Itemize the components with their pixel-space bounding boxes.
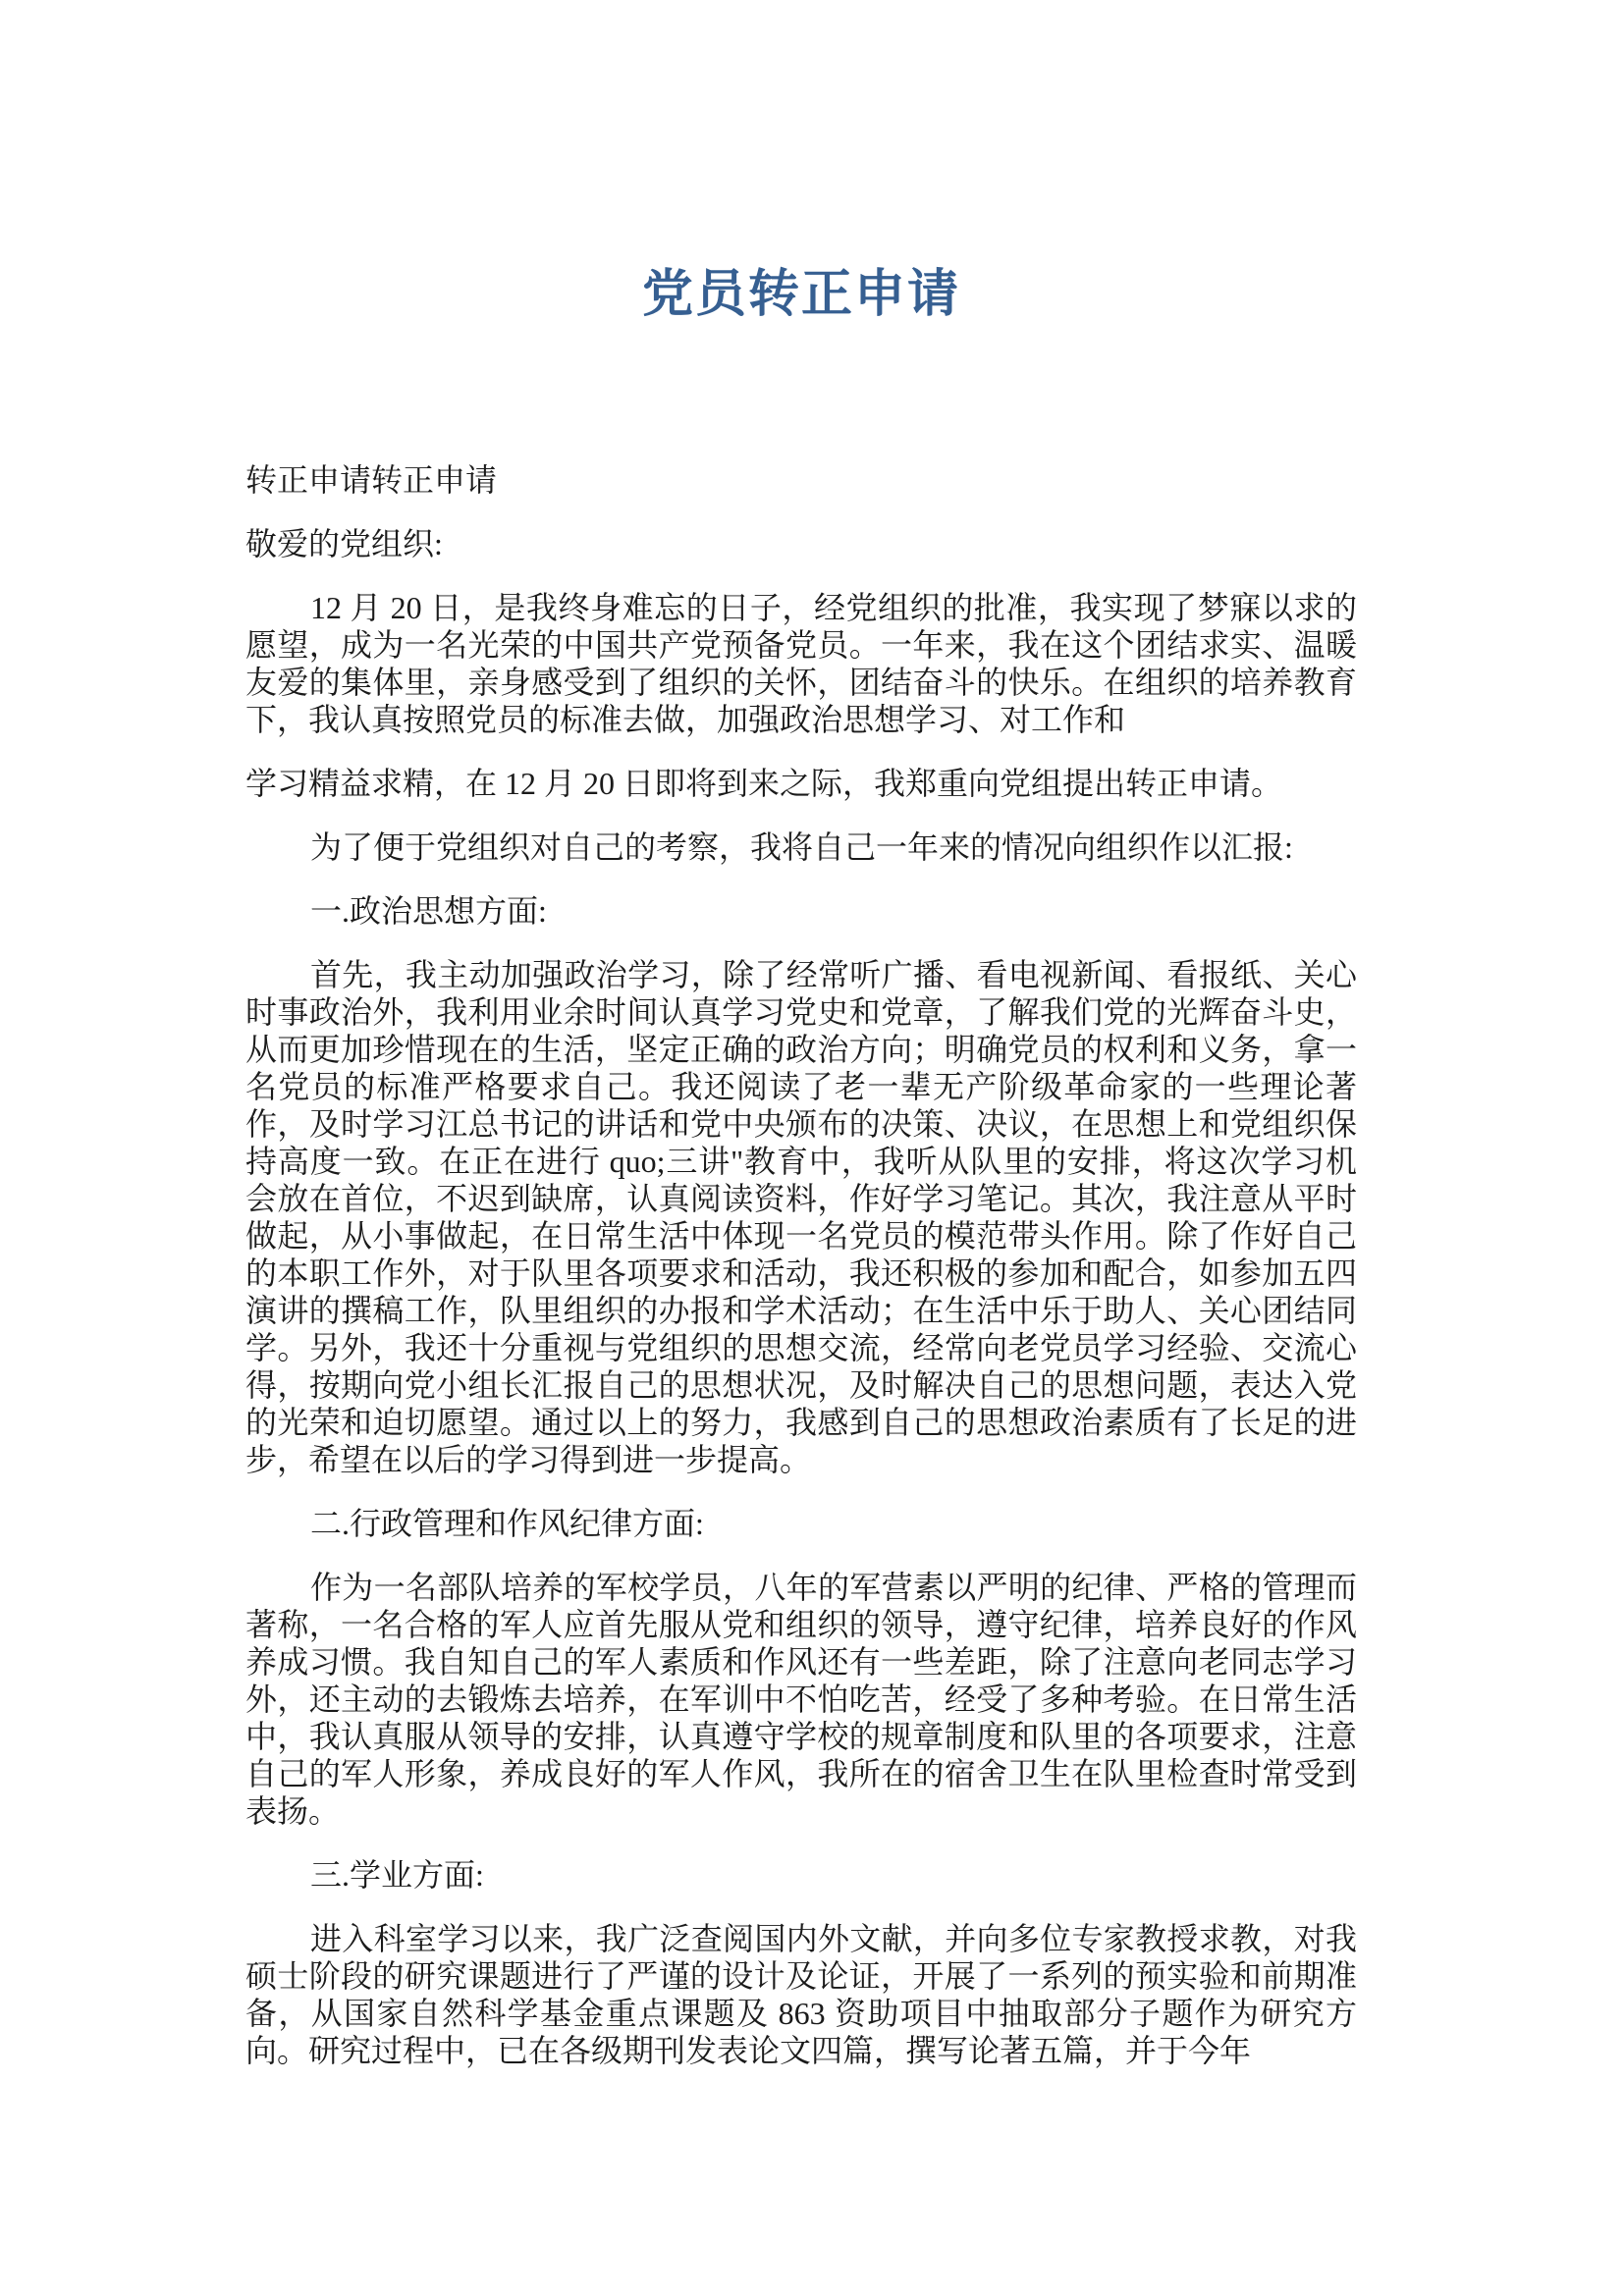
paragraph-intro-continued: 学习精益求精，在 12 月 20 日即将到来之际，我郑重向党组提出转正申请。 — [245, 766, 1283, 801]
paragraph-section-2-body: 作为一名部队培养的军校学员，八年的军营素以严明的纪律、严格的管理而著称，一名合格的军人应首先服从党和组织的领导，遵守纪律，培养良好的作风养成习惯。我自知自己的军人素质和作风还有一些差距，除了注意向老同志学习外，还主动的去锻炼去培养，在军训中不怕吃苦，经受了多种考验。在日常生活中，我认真服从领导的安排，认真遵守学校的规章制度和队里的各项要求，注意自己的军人形象，养成良好的军人作风，我所在的宿舍卫生在队里检查时常受到表扬。 — [245, 1570, 1357, 1829]
heading-section-1-political-thought: 一.政治思想方面: — [310, 893, 547, 929]
paragraph-section-1-body: 首先，我主动加强政治学习，除了经常听广播、看电视新闻、看报纸、关心时事政治外，我利用业余时间认真学习党史和党章，了解我们党的光辉奋斗史，从而更加珍惜现在的生活，坚定正确的政治方向；明确党员的权利和义务，拿一名党员的标准严格要求自己。我还阅读了老一辈无产阶级革命家的一些理论著作，及时学习江总书记的讲话和党中央颁布的决策、决议，在思想上和党组织保持高度一致。在正在进行 quo;三讲"教育中，我听从队里的安排，将这次学习机会放在首位，不迟到缺席，认真阅读资料，作好学习笔记。其次，我注意从平时做起，从小事做起，在日常生活中体现一名党员的模范带头作用。除了作好自己的本职工作外，对于队里各项要求和活动，我还积极的参加和配合，如参加五四演讲的撰稿工作，队里组织的办报和学术活动；在生活中乐于助人、关心团结同学。另外，我还十分重视与党组织的思想交流，经常向老党员学习经验、交流心得，按期向党小组长汇报自己的思想状况，及时解决自己的思想问题，表达入党的光荣和迫切愿望。通过以上的努力，我感到自己的思想政治素质有了长足的进步，希望在以后的学习得到进一步提高。 — [245, 957, 1357, 1477]
paragraph-doc-subtitle: 转正申请转正申请 — [245, 462, 498, 498]
heading-section-3-academics: 三.学业方面: — [310, 1857, 484, 1893]
paragraph-salutation: 敬爱的党组织: — [245, 526, 443, 561]
document-title: 党员转正申请 — [641, 267, 960, 323]
heading-section-2-discipline: 二.行政管理和作风纪律方面: — [310, 1506, 704, 1541]
paragraph-section-3-body: 进入科室学习以来，我广泛查阅国内外文献，并向多位专家教授求教，对我硕士阶段的研究课题进行了严谨的设计及论证，开展了一系列的预实验和前期准备，从国家自然科学基金重点课题及 863 资助项目中抽取部分子题作为研究方向。研究过程中，已在各级期刊发表论文四篇，撰写论著五篇，并于今年 — [245, 1921, 1357, 2068]
paragraph-report-lead: 为了便于党组织对自己的考察，我将自己一年来的情况向组织作以汇报: — [310, 829, 1293, 865]
paragraph-intro: 12 月 20 日，是我终身难忘的日子，经党组织的批准，我实现了梦寐以求的愿望，成为一名光荣的中国共产党预备党员。一年来，我在这个团结求实、温暖友爱的集体里，亲身感受到了组织的关怀，团结奋斗的快乐。在组织的培养教育下，我认真按照党员的标准去做，加强政治思想学习、对工作和 — [245, 590, 1357, 737]
